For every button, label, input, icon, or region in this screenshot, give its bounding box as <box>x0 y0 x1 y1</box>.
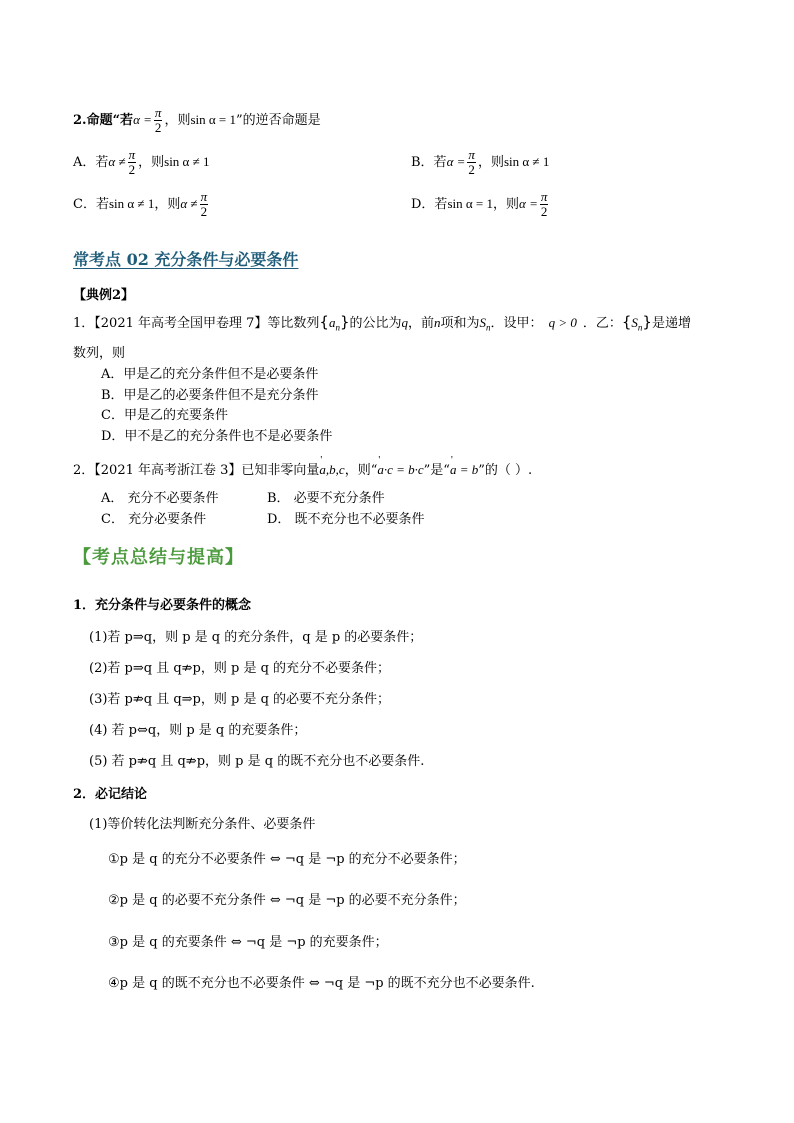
q2-fraction: $\frac{\pi}{2}$ <box>154 105 162 135</box>
s1-item-1: (1)若 p⇒q，则 p 是 q 的充分条件，q 是 p 的必要条件； <box>89 630 423 645</box>
p2-option-a[interactable]: A． 充分不必要条件 <box>101 491 219 506</box>
s1-item-2: (2)若 p⇒q 且 q⇏p，则 p 是 q 的充分不必要条件； <box>89 661 391 676</box>
q2-tail: ”的逆否命题是 <box>236 113 321 128</box>
s1-item-4: (4) 若 p⇔q，则 p 是 q 的充要条件； <box>89 723 307 738</box>
s1-heading: 1．充分条件与必要条件的概念 <box>73 598 252 613</box>
s2-subheading: (1)等价转化法判断充分条件、必要条件 <box>89 817 316 832</box>
section-title: 常考点 02 充分条件与必要条件 <box>73 250 299 269</box>
q2-sin-eq: sin α = 1 <box>190 112 237 127</box>
p2-option-d[interactable]: D． 既不充分也不必要条件 <box>267 512 425 527</box>
p1-option-a[interactable]: A．甲是乙的充分条件但不是必要条件 <box>101 367 319 382</box>
question-2-stem <box>73 106 321 135</box>
s2-heading: 2．必记结论 <box>73 787 148 802</box>
q2-option-c[interactable]: C．若sin α ≠ 1，则α ≠ $\frac{\pi}{2}$ <box>73 189 208 219</box>
summary-title: 【考点总结与提高】 <box>73 547 244 568</box>
example-tag: 【典例2】 <box>73 288 135 303</box>
q2-option-a[interactable]: A．若α ≠ $\frac{\pi}{2}$ ，则sin α ≠ 1 <box>73 147 210 177</box>
p1-option-d[interactable]: D．甲不是乙的充分条件也不是必要条件 <box>101 429 333 444</box>
p1-option-c[interactable]: C．甲是乙的充要条件 <box>101 408 228 423</box>
s1-item-3: (3)若 p⇏q 且 q⇒p，则 p 是 q 的必要不充分条件； <box>89 692 391 707</box>
s2-item-4: ④p 是 q 的既不充分也不必要条件 ⇔ ¬q 是 ¬p 的既不充分也不必要条件. <box>108 976 535 991</box>
q2-alpha-eq: α = <box>133 112 152 127</box>
q2-lead: 2.命题“若 <box>73 113 134 128</box>
p1-option-b[interactable]: B．甲是乙的必要条件但不是充分条件 <box>101 388 319 403</box>
q2-option-d[interactable]: D．若sin α = 1，则α = $\frac{\pi}{2}$ <box>411 189 548 219</box>
p2-option-c[interactable]: C． 充分必要条件 <box>101 512 207 527</box>
q2-option-b[interactable]: B．若α = $\frac{\pi}{2}$ ，则sin α ≠ 1 <box>411 147 550 177</box>
q2-mid: ，则 <box>164 113 191 128</box>
problem-2-stem: 2．【2021 年高考浙江卷 3】已知非零向量' a,b,c，则“' a·c = b·c”是“' a = b”的（ ）. <box>73 462 532 479</box>
problem-1-stem: 1．【2021 年高考全国甲卷理 7】等比数列$\{a_n\}$的公比为q，前n项和为$S_n$．设甲： q > 0 ．乙：$\{S_n\}$是递增 <box>73 313 691 333</box>
p2-option-b[interactable]: B． 必要不充分条件 <box>267 491 385 506</box>
problem-1-stem-line2: 数列，则 <box>73 346 126 361</box>
s2-item-3: ③p 是 q 的充要条件 ⇔ ¬q 是 ¬p 的充要条件； <box>108 935 388 950</box>
s2-item-2: ②p 是 q 的必要不充分条件 ⇔ ¬q 是 ¬p 的必要不充分条件； <box>108 893 466 908</box>
s2-item-1: ①p 是 q 的充分不必要条件 ⇔ ¬q 是 ¬p 的充分不必要条件； <box>108 852 466 867</box>
s1-item-5: (5) 若 p⇏q 且 q⇏p，则 p 是 q 的既不充分也不必要条件. <box>89 754 425 769</box>
